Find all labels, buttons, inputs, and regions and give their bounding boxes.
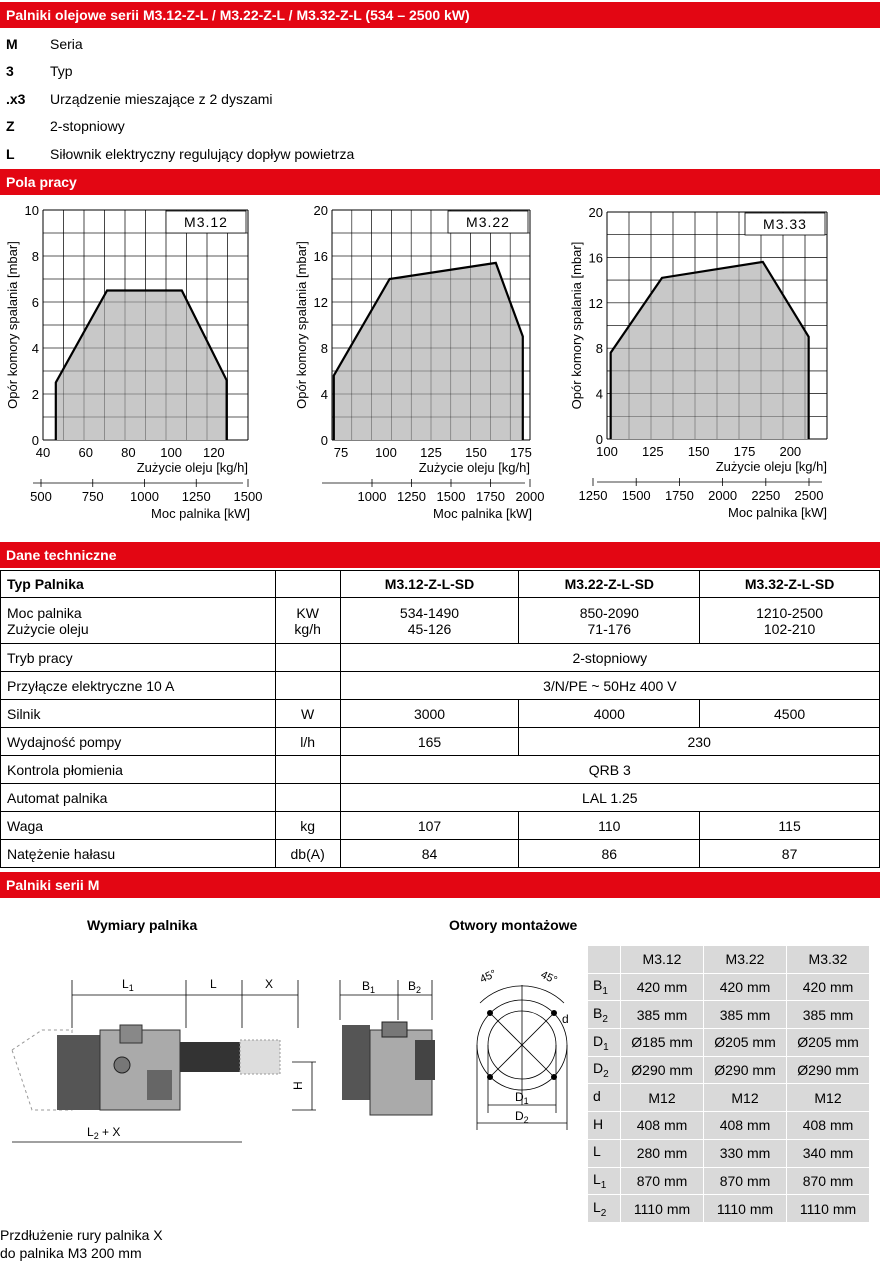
value: 4500 <box>700 700 880 728</box>
dimension-value: 340 mm <box>787 1139 870 1167</box>
dimension-value: 385 mm <box>621 1001 704 1029</box>
dimension-subscript: 2 <box>602 1013 608 1025</box>
dimension-value: Ø205 mm <box>787 1029 870 1057</box>
dimension-value: 870 mm <box>787 1167 870 1195</box>
secondary-tick-label: 1250 <box>397 489 426 504</box>
dimension-label <box>588 1167 621 1195</box>
table-row <box>588 1195 870 1223</box>
label-l1: $L_1$ <box>122 977 134 993</box>
extension-note <box>0 1226 163 1262</box>
y-tick-label: 20 <box>588 205 603 220</box>
dimension-value: M12 <box>787 1084 870 1112</box>
operating-area <box>334 263 523 440</box>
value: 102-210 <box>763 620 816 637</box>
x-tick-label: 80 <box>121 445 136 460</box>
unit: l/h <box>275 728 340 756</box>
legend-key: .x3 <box>6 91 26 107</box>
table-row <box>1 571 880 598</box>
table-row <box>588 1167 870 1195</box>
y-tick-label: 2 <box>31 387 39 402</box>
dimension-label <box>588 1001 621 1029</box>
dimension-subscript: 1 <box>603 1041 609 1053</box>
dimension-value: M12 <box>704 1084 787 1112</box>
legend-key: L <box>6 146 15 162</box>
value: 86 <box>519 840 700 868</box>
y-tick-label: 12 <box>588 295 603 311</box>
table-row <box>588 1139 870 1167</box>
unit <box>275 644 340 672</box>
table-header-cell <box>588 946 621 974</box>
legend-value: Siłownik elektryczny regulujący dopływ powietrza <box>50 146 355 162</box>
dimension-symbol: d <box>593 1087 601 1104</box>
x-tick-label: 120 <box>202 445 225 460</box>
table-row <box>1 644 880 672</box>
secondary-tick-label: 1250 <box>578 488 608 503</box>
table-row <box>588 1001 870 1029</box>
label-angle-left: 45° <box>478 967 499 986</box>
secondary-tick-label: 500 <box>30 489 52 504</box>
dimension-value: 420 mm <box>787 973 870 1001</box>
value: 1210-2500 <box>756 604 824 621</box>
mounting-holes-drawing <box>460 955 585 1140</box>
x-tick-label: 60 <box>78 445 93 460</box>
x-tick-label: 100 <box>596 444 618 459</box>
dimension-value: 1110 mm <box>787 1195 870 1223</box>
label-x: X <box>265 977 274 991</box>
table-header-cell: Typ Palnika <box>1 571 276 598</box>
table-row <box>1 672 880 700</box>
dimensions-title: Wymiary palnika <box>87 917 198 933</box>
label-angle-right: 45° <box>538 968 559 987</box>
row-label: Zużycie oleju <box>7 620 89 637</box>
y-axis-label: Opór komory spalania [mbar] <box>294 241 309 409</box>
x-axis-label: Zużycie oleju [kg/h] <box>715 459 827 474</box>
table-cell <box>275 598 340 644</box>
section-title-pola-pracy: Pola pracy <box>0 169 880 195</box>
dimension-subscript: 1 <box>602 985 608 997</box>
y-tick-label: 8 <box>320 341 328 356</box>
table-row <box>1 756 880 784</box>
dimension-value: 420 mm <box>704 973 787 1001</box>
value: 107 <box>340 812 519 840</box>
burner-side-drawing <box>12 970 322 1160</box>
unit: kg <box>275 812 340 840</box>
unit <box>275 672 340 700</box>
secondary-tick-label: 1750 <box>476 489 505 504</box>
x-axis-label: Zużycie oleju [kg/h] <box>418 460 530 475</box>
table-cell <box>519 598 700 644</box>
row-label: Waga <box>1 812 276 840</box>
y-tick-label: 20 <box>313 203 328 218</box>
chart-m3-33 <box>569 200 880 525</box>
dimension-subscript: 2 <box>603 1068 609 1080</box>
row-label: Kontrola płomienia <box>1 756 276 784</box>
x-tick-label: 200 <box>779 444 802 459</box>
unit: KW <box>296 604 319 621</box>
unit <box>275 756 340 784</box>
legend-value: Typ <box>50 63 73 79</box>
secondary-axis-label: Moc palnika [kW] <box>728 505 827 520</box>
dimension-value: Ø290 mm <box>621 1056 704 1084</box>
value: 3/N/PE ~ 50Hz 400 V <box>340 672 879 700</box>
note-line: do palnika M3 200 mm <box>0 1245 142 1261</box>
table-row <box>588 1029 870 1057</box>
x-tick-label: 125 <box>420 445 442 460</box>
table-row <box>1 598 880 644</box>
dimension-value: 420 mm <box>621 973 704 1001</box>
y-tick-label: 0 <box>595 432 603 447</box>
tech-table <box>0 570 880 868</box>
chart-title: M3.12 <box>184 214 228 230</box>
table-row <box>588 1084 870 1112</box>
chart-m3-12 <box>0 200 290 525</box>
table-header-cell: M3.32-Z-L-SD <box>700 571 880 598</box>
label-b2: $B_2$ <box>408 979 422 995</box>
table-row <box>588 1112 870 1140</box>
dimension-symbol: D <box>593 1032 604 1049</box>
x-tick-label: 175 <box>510 445 532 460</box>
operating-area <box>56 291 227 441</box>
dimension-value: Ø290 mm <box>787 1056 870 1084</box>
row-label: Moc palnika <box>7 604 82 621</box>
row-label: Tryb pracy <box>1 644 276 672</box>
table-row <box>588 973 870 1001</box>
value: QRB 3 <box>340 756 879 784</box>
dimension-value: Ø185 mm <box>621 1029 704 1057</box>
y-tick-label: 4 <box>320 387 328 402</box>
x-tick-label: 100 <box>160 445 182 460</box>
y-tick-label: 16 <box>313 249 328 264</box>
dimension-value: 408 mm <box>787 1112 870 1140</box>
secondary-tick-label: 2000 <box>708 488 738 503</box>
dimension-symbol: L <box>593 1198 601 1215</box>
dimension-value: Ø205 mm <box>704 1029 787 1057</box>
table-cell <box>1 598 276 644</box>
label-d1: $D_1$ <box>515 1090 529 1106</box>
secondary-axis-label: Moc palnika [kW] <box>151 506 250 521</box>
row-label: Wydajność pompy <box>1 728 276 756</box>
value: 3000 <box>340 700 519 728</box>
y-tick-label: 8 <box>595 341 603 357</box>
table-row <box>588 1056 870 1084</box>
dimension-symbol: H <box>593 1115 604 1132</box>
dimension-value: M12 <box>621 1084 704 1112</box>
row-label: Przyłącze elektryczne 10 A <box>1 672 276 700</box>
page-title: Palniki olejowe serii M3.12-Z-L / M3.22-Z-L / M3.32-Z-L (534 – 2500 kW) <box>0 2 880 28</box>
y-tick-label: 6 <box>31 295 39 310</box>
dimension-label <box>588 1195 621 1223</box>
dimensions-table <box>587 945 870 1223</box>
dimension-symbol: B <box>593 1004 603 1021</box>
dimension-label <box>588 1084 621 1112</box>
x-tick-label: 100 <box>375 445 397 460</box>
table-header-cell: M3.32 <box>787 946 870 974</box>
value: 110 <box>519 812 700 840</box>
legend-key: 3 <box>6 63 14 79</box>
value: 165 <box>340 728 519 756</box>
table-header-cell <box>275 571 340 598</box>
dimension-value: Ø290 mm <box>704 1056 787 1084</box>
unit: kg/h <box>294 620 321 637</box>
value: LAL 1.25 <box>340 784 879 812</box>
dimension-label <box>588 1139 621 1167</box>
dimension-value: 385 mm <box>704 1001 787 1029</box>
y-axis-label: Opór komory spalania [mbar] <box>569 241 584 410</box>
value: 71-176 <box>587 620 632 637</box>
label-d2: $D_2$ <box>515 1109 529 1125</box>
label-l: L <box>210 977 217 991</box>
dimension-symbol: L <box>593 1143 601 1160</box>
dimension-value: 408 mm <box>704 1112 787 1140</box>
value: 850-2090 <box>579 604 639 621</box>
y-tick-label: 0 <box>320 433 328 448</box>
chart-title: M3.33 <box>763 216 807 232</box>
x-tick-label: 125 <box>641 444 664 459</box>
dimension-symbol: L <box>593 1170 601 1187</box>
table-cell <box>700 598 880 644</box>
dimension-value: 385 mm <box>787 1001 870 1029</box>
y-tick-label: 4 <box>595 386 603 402</box>
dimension-value: 1110 mm <box>621 1195 704 1223</box>
row-label: Silnik <box>1 700 276 728</box>
secondary-tick-label: 2000 <box>515 489 545 504</box>
dimension-subscript: 2 <box>600 1207 607 1219</box>
legend-key: M <box>6 36 18 52</box>
y-tick-label: 8 <box>31 249 39 264</box>
table-cell <box>340 598 519 644</box>
secondary-tick-label: 2250 <box>751 488 781 503</box>
dimension-label <box>588 1029 621 1057</box>
y-tick-label: 16 <box>588 250 603 266</box>
table-row <box>1 784 880 812</box>
dimension-value: 408 mm <box>621 1112 704 1140</box>
value: 4000 <box>519 700 700 728</box>
value: 2-stopniowy <box>340 644 879 672</box>
dimension-label <box>588 1056 621 1084</box>
y-axis-label: Opór komory spalania [mbar] <box>5 241 20 409</box>
secondary-tick-label: 750 <box>81 489 104 504</box>
x-tick-label: 75 <box>333 445 349 460</box>
table-row <box>1 840 880 868</box>
x-tick-label: 175 <box>733 444 756 459</box>
secondary-tick-label: 2500 <box>794 488 824 503</box>
y-tick-label: 12 <box>313 295 328 310</box>
dimension-subscript: 1 <box>600 1179 607 1191</box>
unit: W <box>275 700 340 728</box>
row-label: Natężenie hałasu <box>1 840 276 868</box>
label-h: H <box>291 1081 305 1090</box>
dimension-value: 1110 mm <box>704 1195 787 1223</box>
burner-front-drawing <box>330 970 450 1140</box>
x-axis-label: Zużycie oleju [kg/h] <box>136 460 248 475</box>
x-tick-label: 150 <box>465 445 487 460</box>
table-header-cell: M3.22 <box>704 946 787 974</box>
dimension-symbol: B <box>593 977 603 994</box>
dimension-value: 280 mm <box>621 1139 704 1167</box>
secondary-tick-label: 1500 <box>436 489 466 504</box>
secondary-tick-label: 1750 <box>664 488 694 503</box>
value: 87 <box>700 840 880 868</box>
legend-value: Urządzenie mieszające z 2 dyszami <box>50 91 273 107</box>
section-title-palniki-serii: Palniki serii M <box>0 872 880 898</box>
secondary-tick-label: 1250 <box>181 489 211 504</box>
unit: db(A) <box>275 840 340 868</box>
section-title-dane-techniczne: Dane techniczne <box>0 542 880 568</box>
dimension-symbol: D <box>593 1060 604 1077</box>
dimension-value: 330 mm <box>704 1139 787 1167</box>
secondary-axis-label: Moc palnika [kW] <box>433 506 532 521</box>
label-l2x: $L_2 + X$ <box>87 1125 121 1141</box>
value: 115 <box>700 812 880 840</box>
table-header-cell: M3.12 <box>621 946 704 974</box>
dimension-value: 870 mm <box>621 1167 704 1195</box>
label-b1: $B_1$ <box>362 979 376 995</box>
unit <box>275 784 340 812</box>
value: 230 <box>519 728 880 756</box>
table-row <box>1 728 880 756</box>
dimension-label <box>588 973 621 1001</box>
x-tick-label: 40 <box>35 445 51 460</box>
secondary-tick-label: 1500 <box>621 488 651 503</box>
row-label: Automat palnika <box>1 784 276 812</box>
table-row <box>1 812 880 840</box>
dimension-value: 870 mm <box>704 1167 787 1195</box>
y-tick-label: 0 <box>31 433 39 448</box>
secondary-tick-label: 1000 <box>130 489 159 504</box>
secondary-tick-label: 1000 <box>357 489 387 504</box>
note-line: Przdłużenie rury palnika X <box>0 1227 163 1243</box>
legend-value: 2-stopniowy <box>50 118 125 134</box>
x-tick-label: 150 <box>687 444 710 459</box>
y-tick-label: 4 <box>31 341 39 356</box>
secondary-tick-label: 1500 <box>233 489 263 504</box>
y-tick-label: 10 <box>24 203 39 218</box>
value: 534-1490 <box>399 604 460 621</box>
label-d: d <box>562 1012 569 1026</box>
value: 45-126 <box>407 620 452 637</box>
table-row <box>588 946 870 974</box>
table-header-cell: M3.22-Z-L-SD <box>519 571 700 598</box>
value: 84 <box>340 840 519 868</box>
legend-key: Z <box>6 118 15 134</box>
chart-m3-22 <box>290 200 585 525</box>
chart-title: M3.22 <box>466 214 510 230</box>
table-header-cell: M3.12-Z-L-SD <box>340 571 519 598</box>
dimension-label <box>588 1112 621 1140</box>
table-row <box>1 700 880 728</box>
mounting-holes-title: Otwory montażowe <box>449 917 578 933</box>
legend-value: Seria <box>50 36 83 52</box>
